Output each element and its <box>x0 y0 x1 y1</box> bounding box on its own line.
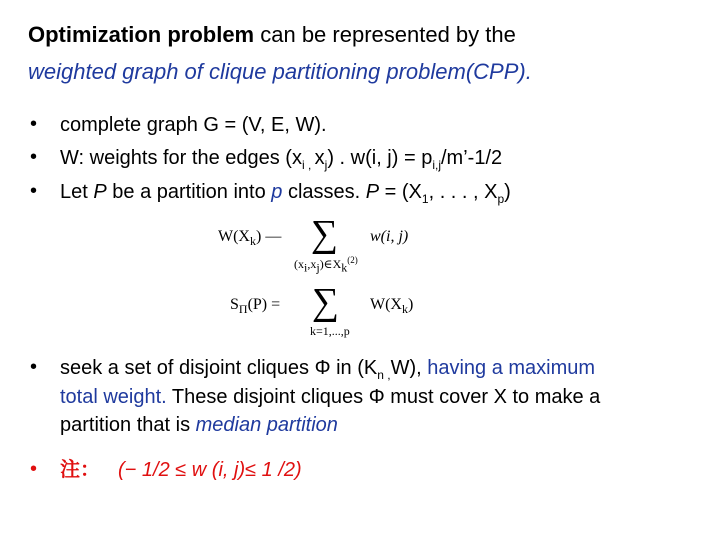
bullet-cliques-line-2: total weight. These disjoint cliques Φ must cover X to make a <box>60 386 601 408</box>
sigma-symbol: ∑ <box>312 281 340 323</box>
bullet-dot: • <box>30 113 38 135</box>
bullet-dot: • <box>30 356 38 378</box>
sigma-symbol: ∑ <box>311 213 339 255</box>
bullet-cliques-line-1: seek a set of disjoint cliques Φ in $(K_{n ,}W)$, having a maximum <box>60 357 596 382</box>
bullet-weights: W: weights for the edges ($x_{i ,}$ $x_j$) . w(i, $j) = p_{i,j}/m’-1/2$ <box>60 147 503 172</box>
bullet-dot: • <box>30 146 38 168</box>
bullet-cliques-line-3: partition that is median partition <box>60 414 338 436</box>
title-line-1: Optimization problem can be represented by the <box>28 22 516 47</box>
bullet-partition: Let P be a partition into p classes. $P = (X_1$, . . . , $X_p$) <box>60 181 511 206</box>
bullet-complete-graph: complete graph G = (V, E, W). <box>60 114 327 136</box>
bullet-dot: • <box>30 458 38 480</box>
title-line-2: weighted graph of clique partitioning problem(CPP). <box>28 59 532 84</box>
note-range: 注： (− 1/2 ≤ w (i, j)≤ 1 /2) <box>60 459 302 481</box>
bullet-dot: • <box>30 180 38 202</box>
